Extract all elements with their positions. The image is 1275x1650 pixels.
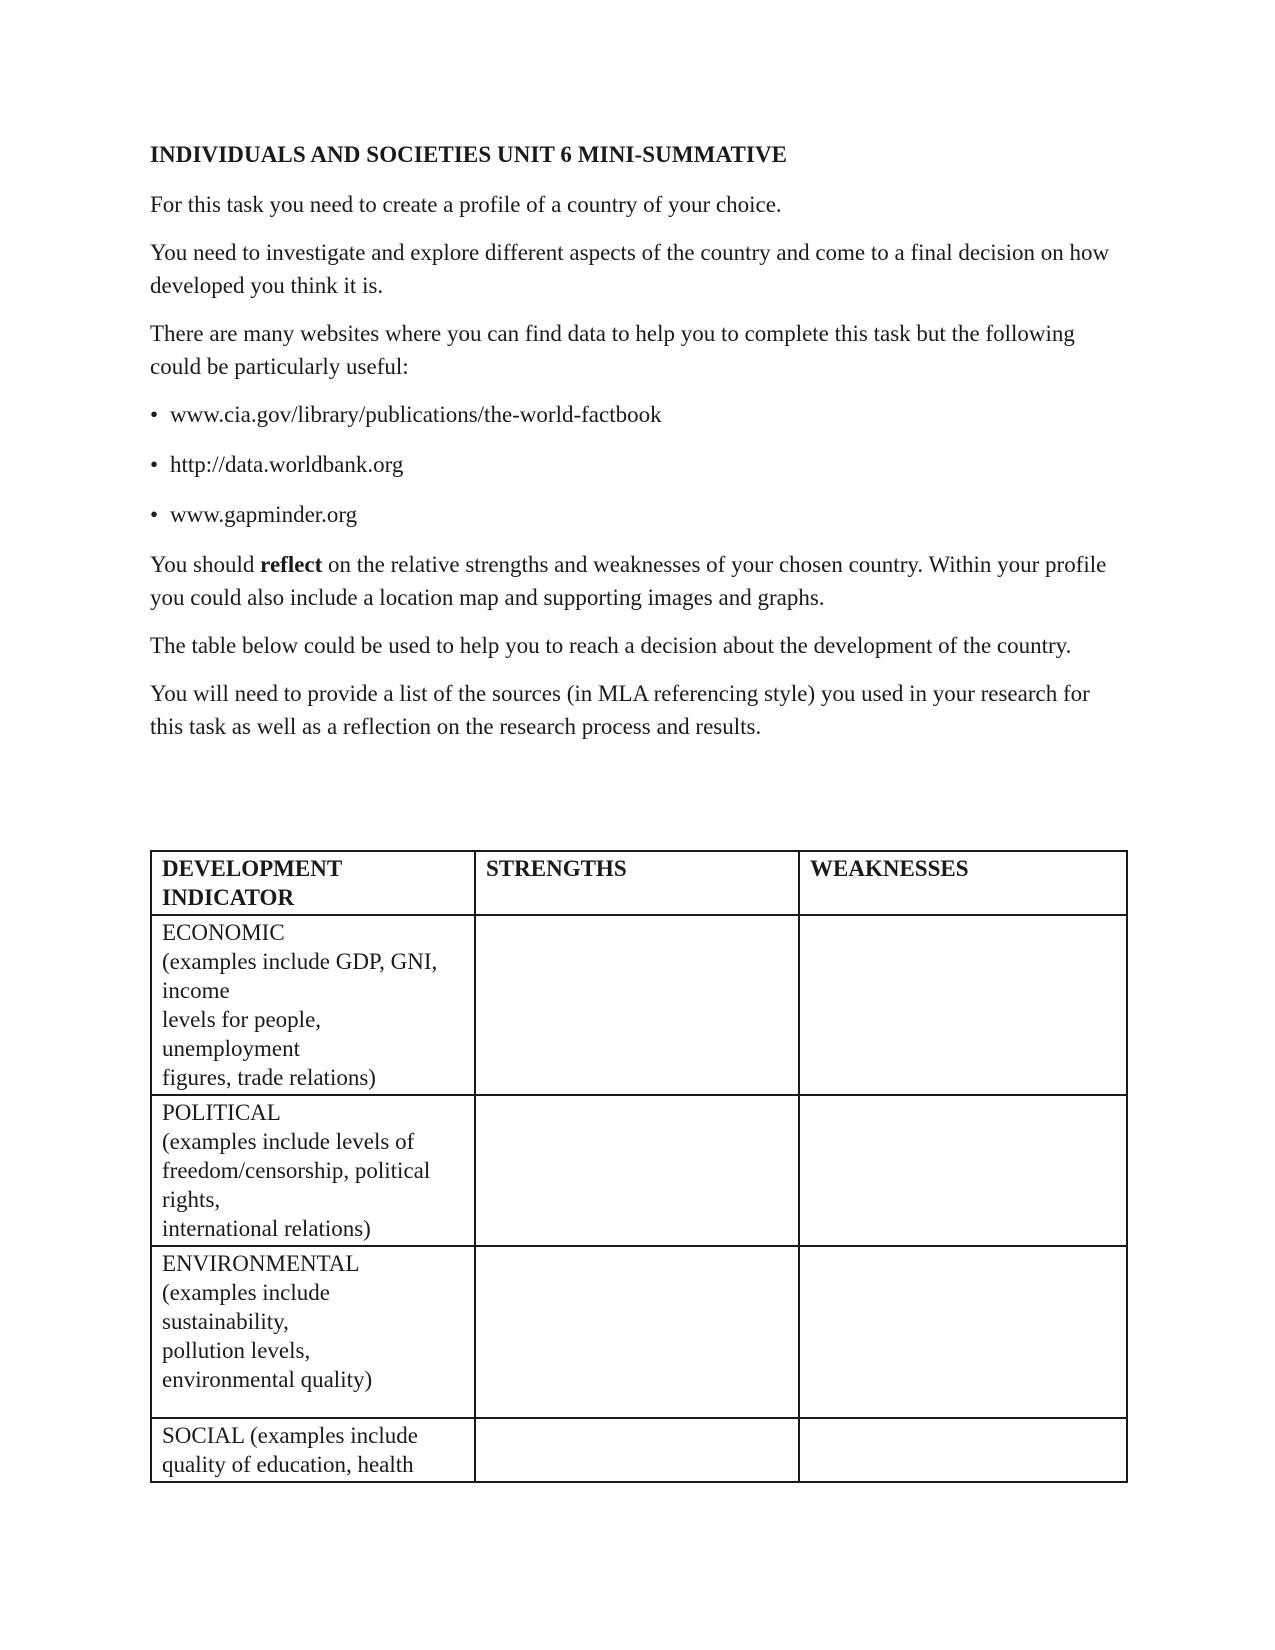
- cell-line: freedom/censorship, political: [162, 1158, 431, 1183]
- intro-paragraph: For this task you need to create a profile of a country of your choice.: [150, 192, 782, 217]
- bullet-icon: •: [150, 502, 159, 527]
- table-row-economic: [151, 915, 1127, 1095]
- table-header-row: [151, 851, 1127, 915]
- cell-line: ECONOMIC: [162, 920, 285, 945]
- indicator-environmental: [151, 1246, 475, 1418]
- header-weaknesses: WEAKNESSES: [799, 851, 1127, 915]
- cell-line: international relations): [162, 1216, 371, 1241]
- page-title: INDIVIDUALS AND SOCIETIES UNIT 6 MINI-SUMMATIVE: [150, 142, 788, 167]
- strengths-cell-environmental[interactable]: [475, 1246, 799, 1418]
- weaknesses-cell-economic[interactable]: [799, 915, 1127, 1095]
- weaknesses-cell-social[interactable]: [799, 1418, 1127, 1482]
- header-line: INDICATOR: [162, 885, 295, 910]
- cell-line: ENVIRONMENTAL: [162, 1251, 360, 1276]
- list-item: [150, 398, 1125, 431]
- website-list: [150, 398, 1125, 531]
- reflect-paragraph: [150, 548, 1125, 614]
- strengths-cell-economic[interactable]: [475, 915, 799, 1095]
- bullet-icon: •: [150, 402, 159, 427]
- table-row-social: [151, 1418, 1127, 1482]
- indicator-social: [151, 1418, 475, 1482]
- reflect-bold-text: reflect: [260, 552, 323, 577]
- link-gapminder[interactable]: www.gapminder.org: [170, 502, 358, 527]
- list-item: [150, 498, 1125, 531]
- cell-line: sustainability,: [162, 1309, 289, 1334]
- table-row-political: [151, 1095, 1127, 1246]
- cell-line: figures, trade relations): [162, 1065, 376, 1090]
- weaknesses-cell-political[interactable]: [799, 1095, 1127, 1246]
- reflect-pre-text: You should: [150, 552, 261, 577]
- header-line: DEVELOPMENT: [162, 856, 343, 881]
- header-strengths: STRENGTHS: [475, 851, 799, 915]
- link-worldbank[interactable]: http://data.worldbank.org: [170, 452, 404, 477]
- bullet-icon: •: [150, 452, 159, 477]
- header-development-indicator: [151, 851, 475, 915]
- weaknesses-cell-environmental[interactable]: [799, 1246, 1127, 1418]
- cell-line: pollution levels,: [162, 1338, 311, 1363]
- cell-line: (examples include GDP, GNI,: [162, 949, 438, 974]
- cell-line: (examples include levels of: [162, 1129, 415, 1154]
- link-cia-factbook[interactable]: www.cia.gov/library/publications/the-world-factbook: [170, 402, 662, 427]
- cell-line: unemployment: [162, 1036, 300, 1061]
- strengths-cell-social[interactable]: [475, 1418, 799, 1482]
- cell-line: levels for people,: [162, 1007, 322, 1032]
- reflect-post-text: on the relative strengths and weaknesses of your chosen country. Within your profile you could also include a location map and supporting images and graphs.: [150, 552, 1107, 610]
- cell-line: quality of education, health: [162, 1452, 414, 1477]
- table-intro-paragraph: The table below could be used to help you to reach a decision about the development of the country.: [150, 633, 1072, 658]
- sources-paragraph: You will need to provide a list of the sources (in MLA referencing style) you used in your research for this task as well as a reflection on the research process and results.: [150, 681, 1090, 739]
- cell-line: SOCIAL (examples include: [162, 1423, 418, 1448]
- cell-line: income: [162, 978, 230, 1003]
- cell-line: POLITICAL: [162, 1100, 281, 1125]
- table-row-environmental: [151, 1246, 1127, 1418]
- strengths-cell-political[interactable]: [475, 1095, 799, 1246]
- list-item: [150, 448, 1125, 481]
- document-body: [150, 142, 1125, 758]
- indicator-political: [151, 1095, 475, 1246]
- indicator-economic: [151, 915, 475, 1095]
- cell-line: (examples include: [162, 1280, 330, 1305]
- development-table: [150, 850, 1128, 1483]
- websites-paragraph: There are many websites where you can find data to help you to complete this task but the following could be particularly useful:: [150, 321, 1075, 379]
- investigate-paragraph: You need to investigate and explore different aspects of the country and come to a final decision on how developed you think it is.: [150, 240, 1110, 298]
- cell-line: rights,: [162, 1187, 221, 1212]
- cell-line: environmental quality): [162, 1367, 373, 1392]
